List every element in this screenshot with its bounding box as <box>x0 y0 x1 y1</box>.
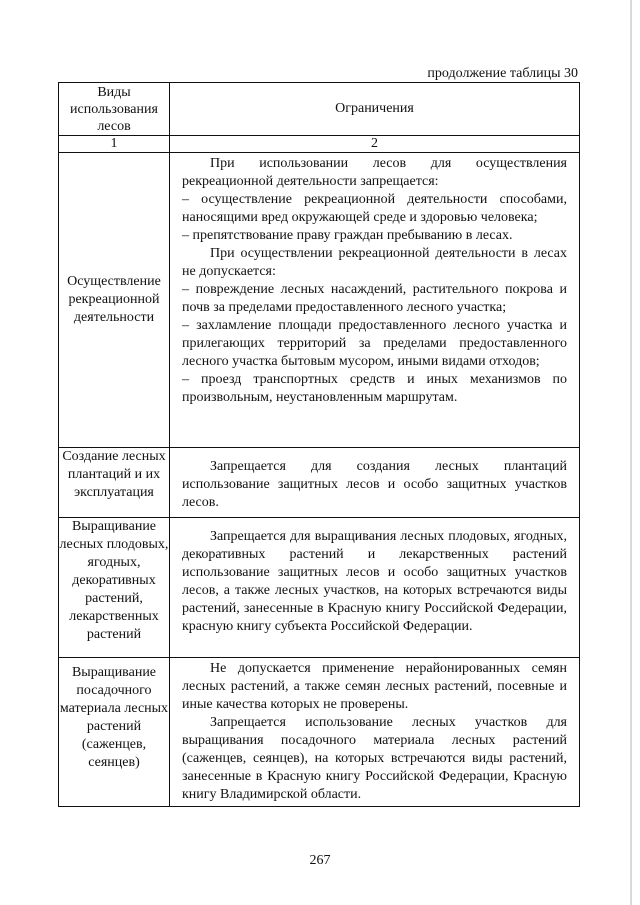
restrictions-cell <box>170 153 580 448</box>
paragraph: – препятствование праву граждан пребыванию в лесах. <box>182 228 513 243</box>
paragraph: – захламление площади предоставленного лесного участка и прилегающих территорий за пределами предоставленного лесного участка бытовым мусором, иными видами отходов; <box>182 318 567 369</box>
table-continuation-caption: продолжение таблицы 30 <box>427 66 578 81</box>
column-number-2: 2 <box>170 136 580 153</box>
column-header-restrictions: Ограничения <box>170 83 580 136</box>
paragraph: – осуществление рекреационной деятельности способами, наносящими вред окружающей среде и здоровью человека; <box>182 192 567 225</box>
column-number-1: 1 <box>59 136 170 153</box>
page-number: 267 <box>309 853 331 868</box>
restrictions-cell <box>170 658 580 807</box>
paragraph: Запрещается для создания лесных плантаций использование защитных лесов и особо защитных участков лесов. <box>182 459 567 510</box>
column-header-usage-type: Виды использования лесов <box>59 83 170 136</box>
column-number-row <box>59 136 580 153</box>
usage-type-cell: Выращивание посадочного материала лесных растений (саженцев, сеянцев) <box>59 658 170 807</box>
paragraph: При использовании лесов для осуществления рекреационной деятельности запрещается: <box>182 156 567 189</box>
usage-type-cell: Выращивание лесных плодовых, ягодных, декоративных растений, лекарственных растений <box>59 518 170 658</box>
table-row <box>59 518 580 658</box>
restrictions-cell <box>170 518 580 658</box>
table-row <box>59 658 580 807</box>
restrictions-table <box>58 82 580 807</box>
paragraph: – повреждение лесных насаждений, растительного покрова и почв за пределами предоставленного лесного участка; <box>182 282 567 315</box>
restrictions-cell <box>170 448 580 518</box>
page-edge-shadow <box>630 0 632 905</box>
paragraph: Запрещается для выращивания лесных плодовых, ягодных, декоративных растений и лекарственных растений использование защитных лесов и особо защитных участков лесов, а также лесных участков, на которых встречаются виды растений, занесенные в Красную книгу Российской Федерации, красную книгу субъекта Российской Федерации. <box>182 529 567 634</box>
table-row <box>59 448 580 518</box>
table-header-row <box>59 83 580 136</box>
usage-type-cell: Создание лесных плантаций и их эксплуатация <box>59 448 170 518</box>
usage-type-cell: Осуществление рекреационной деятельности <box>59 153 170 448</box>
paragraph: При осуществлении рекреационной деятельности в лесах не допускается: <box>182 246 567 279</box>
table-row <box>59 153 580 448</box>
paragraph: – проезд транспортных средств и иных механизмов по произвольным, неустановленным маршрутам. <box>182 372 567 405</box>
paragraph: Не допускается применение нерайонированных семян лесных растений, а также семян лесных растений, посевные и иные качества которых не проверены. <box>182 661 567 712</box>
paragraph: Запрещается использование лесных участков для выращивания посадочного материала лесных растений (саженцев, сеянцев), на которых встречаются виды растений, занесенные в Красную книгу Российской Федерации, Красную книгу Владимирской области. <box>182 715 567 802</box>
